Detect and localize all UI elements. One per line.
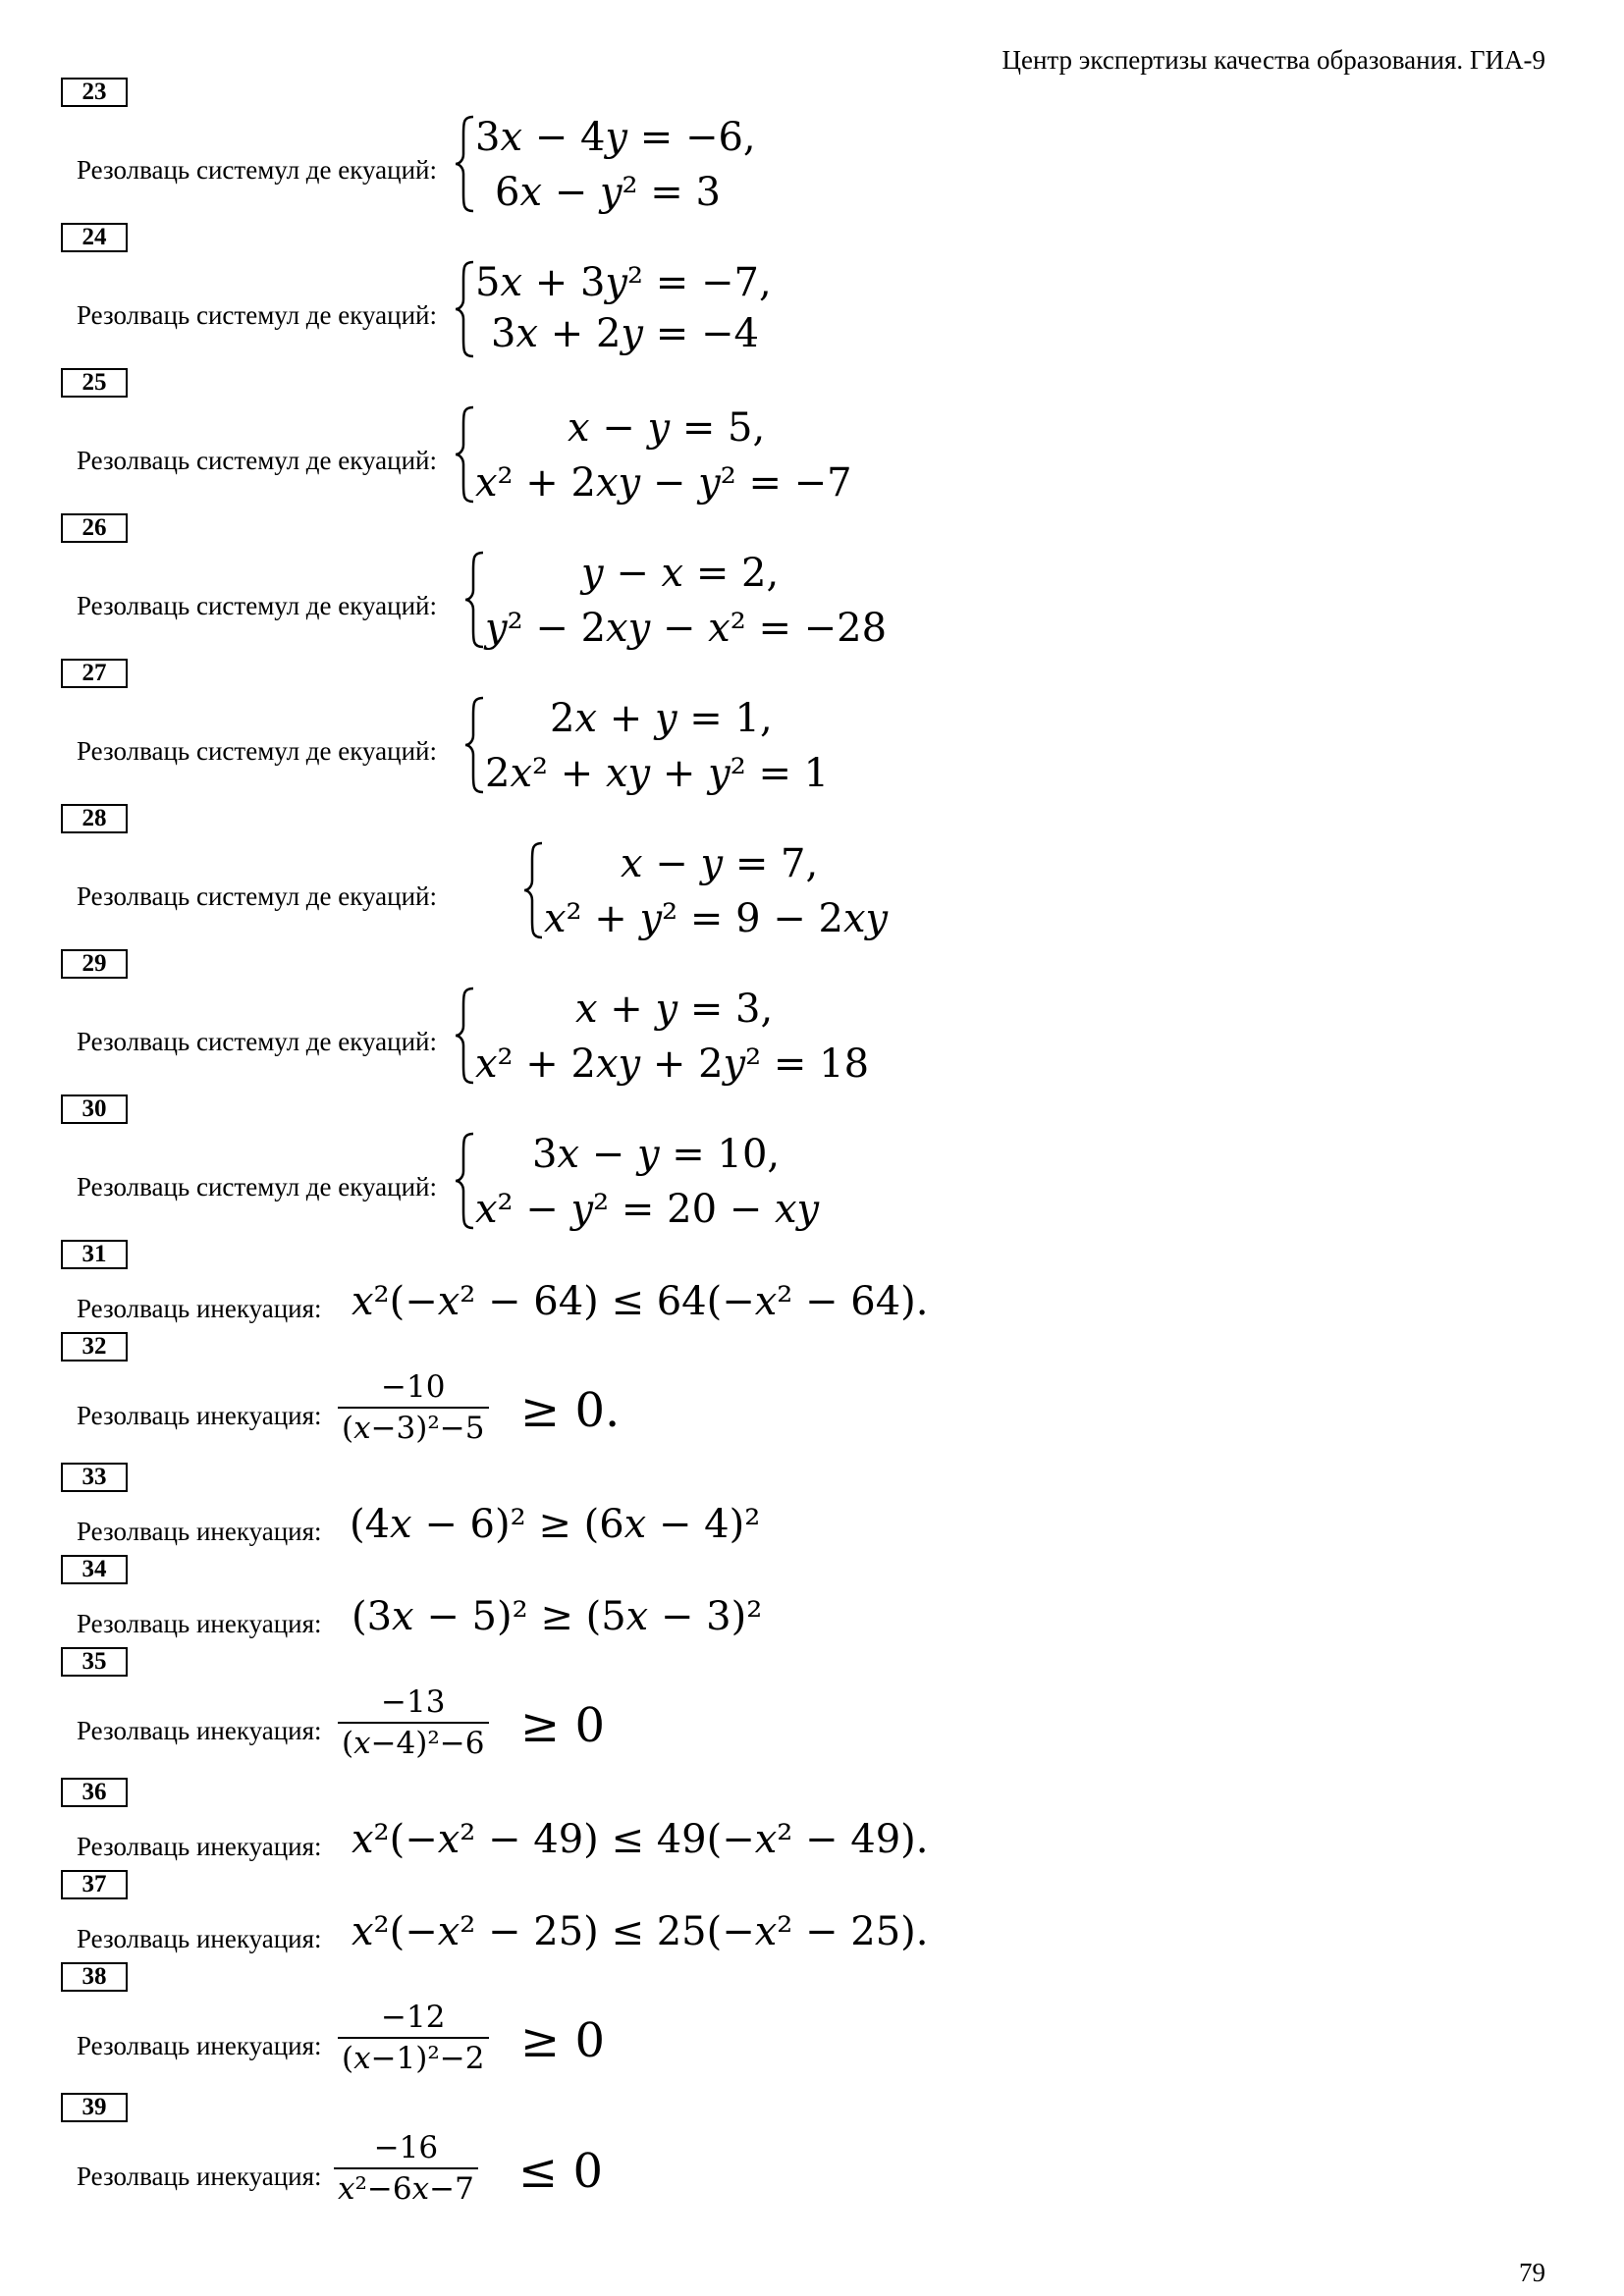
problem-number: 23 xyxy=(61,78,128,107)
denominator: (𝑥−4)²−6 xyxy=(342,1726,485,1761)
equation-line: 𝑥² − 𝑦² = 20 − 𝑥𝑦 xyxy=(475,1187,820,1232)
problem-label: Резолваць инекуация: xyxy=(77,1294,322,1323)
problem-label: Резолваць инекуация: xyxy=(77,2162,322,2191)
problem-label: Резолваць инекуация: xyxy=(77,1832,322,1861)
inequality: (3𝑥 − 5)² ≥ (5𝑥 − 3)² xyxy=(352,1594,763,1639)
problem-number: 33 xyxy=(61,1463,128,1492)
equation-line: 𝑥 − 𝑦 = 7, xyxy=(621,841,819,886)
denominator: (𝑥−3)²−5 xyxy=(342,1411,485,1446)
problem-label: Резолваць системул де екуаций: xyxy=(77,155,437,185)
equation-line: 2𝑥² + 𝑥𝑦 + 𝑦² = 1 xyxy=(485,751,830,796)
equation-line: 5𝑥 + 3𝑦² = −7, xyxy=(475,260,772,305)
fraction xyxy=(338,1369,489,1446)
problem-number: 35 xyxy=(61,1647,128,1677)
problem-label: Резолваць инекуация: xyxy=(77,1401,322,1430)
numerator: −13 xyxy=(381,1684,446,1720)
left-brace xyxy=(463,696,487,794)
equation-line: 𝑥² + 𝑦² = 9 − 2𝑥𝑦 xyxy=(544,896,889,941)
problem-label: Резолваць системул де екуаций: xyxy=(77,1027,437,1056)
problem-number: 25 xyxy=(61,368,128,398)
inequality: 𝑥²(−𝑥² − 64) ≤ 64(−𝑥² − 64). xyxy=(352,1279,929,1324)
numerator: −12 xyxy=(381,2000,446,2035)
fraction xyxy=(334,2130,478,2207)
problem-number: 24 xyxy=(61,223,128,252)
problem-number: 31 xyxy=(61,1240,128,1269)
left-brace xyxy=(454,405,477,504)
inequality: (4𝑥 − 6)² ≥ (6𝑥 − 4)² xyxy=(350,1502,761,1547)
problem-number: 26 xyxy=(61,513,128,543)
denominator: 𝑥²−6𝑥−7 xyxy=(338,2171,474,2207)
left-brace xyxy=(454,987,477,1085)
equation-line: 𝑥² + 2𝑥𝑦 − 𝑦² = −7 xyxy=(475,460,852,506)
equation-line: 𝑦 − 𝑥 = 2, xyxy=(581,551,780,596)
left-brace xyxy=(522,841,546,939)
relation: ≥ 0 xyxy=(520,2013,606,2068)
equation-line: 3𝑥 + 2𝑦 = −4 xyxy=(491,311,759,356)
problem-number: 27 xyxy=(61,659,128,688)
problem-number: 39 xyxy=(61,2093,128,2122)
equation-line: 3𝑥 − 𝑦 = 10, xyxy=(532,1132,781,1177)
problem-number: 28 xyxy=(61,804,128,833)
problem-label: Резолваць системул де екуаций: xyxy=(77,736,437,766)
left-brace xyxy=(463,551,487,649)
problem-label: Резолваць инекуация: xyxy=(77,1517,322,1546)
problem-label: Резолваць системул де екуаций: xyxy=(77,300,437,330)
fraction xyxy=(338,1684,489,1761)
inequality: 𝑥²(−𝑥² − 25) ≤ 25(−𝑥² − 25). xyxy=(352,1909,929,1954)
equation-line: 𝑥² + 2𝑥𝑦 + 2𝑦² = 18 xyxy=(475,1041,870,1087)
numerator: −16 xyxy=(373,2130,439,2165)
problem-number: 38 xyxy=(61,1962,128,1992)
equation-line: 3𝑥 − 4𝑦 = −6, xyxy=(475,115,756,160)
problem-label: Резолваць системул де екуаций: xyxy=(77,881,437,911)
relation: ≥ 0 xyxy=(520,1698,606,1753)
page-number: 79 xyxy=(1519,2258,1545,2287)
numerator: −10 xyxy=(381,1369,446,1405)
inequality: 𝑥²(−𝑥² − 49) ≤ 49(−𝑥² − 49). xyxy=(352,1817,929,1862)
problem-number: 37 xyxy=(61,1870,128,1899)
problem-number: 30 xyxy=(61,1095,128,1124)
relation: ≤ 0 xyxy=(518,2144,604,2199)
equation-line: 𝑥 + 𝑦 = 3, xyxy=(575,987,774,1032)
problem-label: Резолваць системул де екуаций: xyxy=(77,591,437,620)
fraction xyxy=(338,2000,489,2076)
problem-label: Резолваць инекуация: xyxy=(77,1924,322,1953)
equation-line: 𝑦² − 2𝑥𝑦 − 𝑥² = −28 xyxy=(485,606,888,651)
relation: ≥ 0. xyxy=(520,1383,621,1438)
problem-number: 29 xyxy=(61,949,128,979)
left-brace xyxy=(454,115,477,213)
problem-label: Резолваць системул де екуаций: xyxy=(77,1172,437,1201)
equation-line: 2𝑥 + 𝑦 = 1, xyxy=(550,696,773,741)
left-brace xyxy=(454,260,477,358)
denominator: (𝑥−1)²−2 xyxy=(342,2041,485,2076)
problem-number: 32 xyxy=(61,1332,128,1362)
problem-number: 34 xyxy=(61,1555,128,1584)
problem-label: Резолваць инекуация: xyxy=(77,1716,322,1745)
problem-label: Резолваць инекуация: xyxy=(77,1609,322,1638)
page-header: Центр экспертизы качества образования. ГИА-9 xyxy=(1001,45,1545,75)
problem-number: 36 xyxy=(61,1778,128,1807)
equation-line: 6𝑥 − 𝑦² = 3 xyxy=(495,170,721,215)
equation-line: 𝑥 − 𝑦 = 5, xyxy=(568,405,766,451)
problem-label: Резолваць системул де екуаций: xyxy=(77,446,437,475)
left-brace xyxy=(454,1132,477,1230)
problem-label: Резолваць инекуация: xyxy=(77,2031,322,2060)
